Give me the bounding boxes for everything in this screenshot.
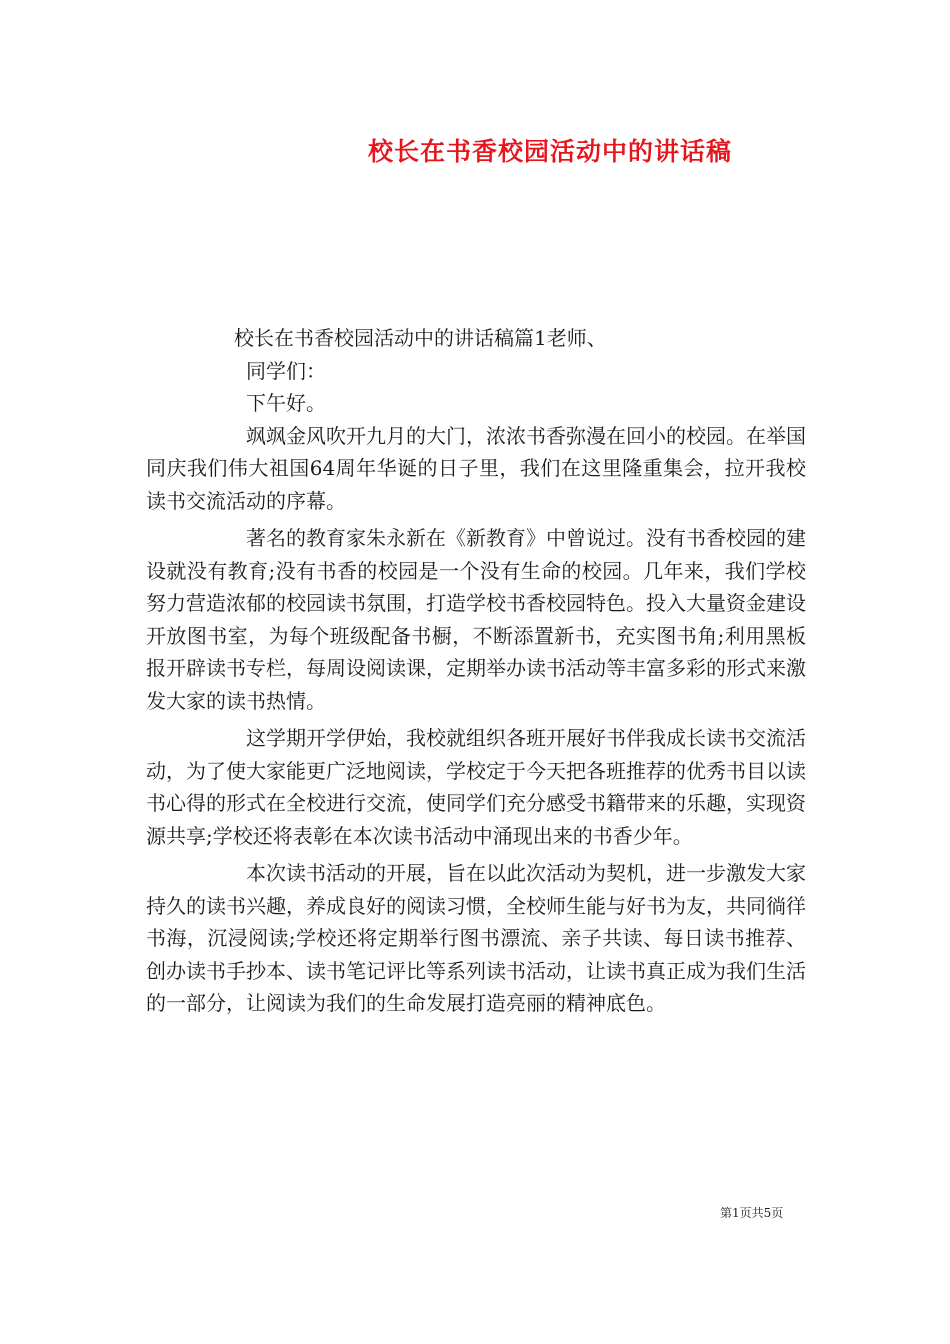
paragraph-3: 这学期开学伊始，我校就组织各班开展好书伴我成长读书交流活动，为了使大家能更广泛地阅读，学校定于今天把各班推荐的优秀书目以读书心得的形式在全校进行交流，使同学们充分感受书籍带来的乐趣，实现资源共享;学校还将表彰在本次读书活动中涌现出来的书香少年。 xyxy=(146,726,806,848)
paragraph-1: 飒飒金风吹开九月的大门，浓浓书香弥漫在回小的校园。在举国同庆我们伟大祖国64周年华诞的日子里，我们在这里隆重集会，拉开我校读书交流活动的序幕。 xyxy=(146,423,806,513)
lead-line: 校长在书香校园活动中的讲话稿篇1老师、 xyxy=(234,326,607,350)
salutation: 同学们： xyxy=(246,358,326,383)
paragraph-2: 著名的教育家朱永新在《新教育》中曾说过。没有书香校园的建设就没有教育;没有书香的校园是一个没有生命的校园。几年来，我们学校努力营造浓郁的校园读书氛围，打造学校书香校园特色。投入大量资金建设开放图书室，为每个班级配备书橱，不断添置新书，充实图书角;利用黑板报开辟读书专栏，每周设阅读课，定期举办读书活动等丰富多彩的形式来激发大家的读书热情。 xyxy=(146,526,806,713)
greeting: 下午好。 xyxy=(246,391,326,415)
paragraph-4: 本次读书活动的开展，旨在以此次活动为契机，进一步激发大家持久的读书兴趣，养成良好的阅读习惯，全校师生能与好书为友，共同徜徉书海，沉浸阅读;学校还将定期举行图书漂流、亲子共读、每日读书推荐、创办读书手抄本、读书笔记评比等系列读书活动，让读书真正成为我们生活的一部分，让阅读为我们的生命发展打造亮丽的精神底色。 xyxy=(146,861,806,1015)
page-number: 第1页共5页 xyxy=(720,1206,784,1220)
document-body xyxy=(146,322,806,1020)
document-title: 校长在书香校园活动中的讲话稿 xyxy=(367,137,732,166)
